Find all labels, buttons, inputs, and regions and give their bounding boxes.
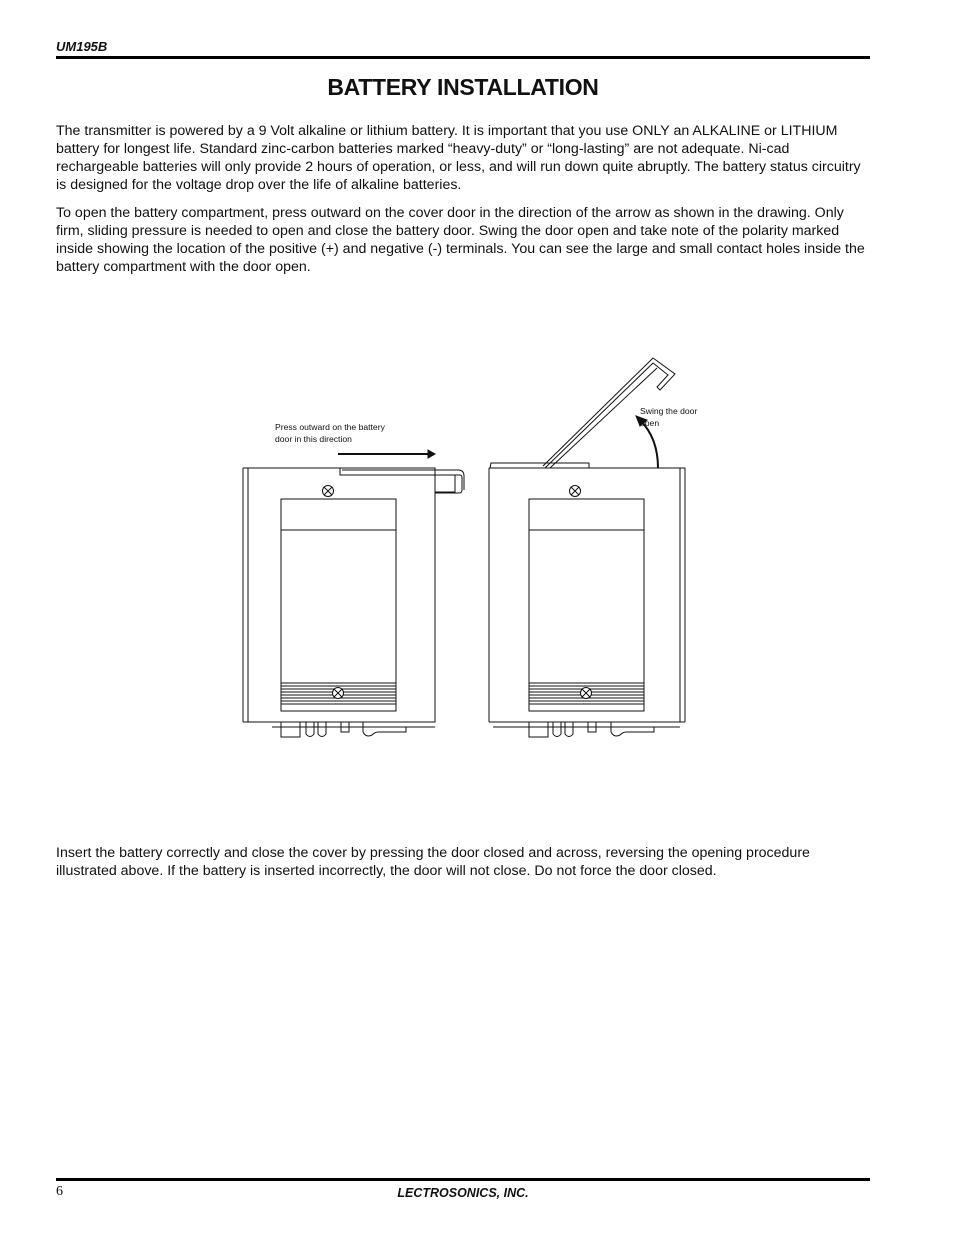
header-rule [56,56,870,59]
transmitter-closed-door [243,468,464,737]
doc-code: UM195B [56,39,108,54]
page-number: 6 [56,1184,63,1199]
battery-door-drawing [230,350,700,750]
page-title: BATTERY INSTALLATION [327,74,599,100]
paragraph-insert-battery: Insert the battery correctly and close the cover by pressing the door closed and across, reversing the opening procedure illustrated above. If the battery is inserted incorrectly, the door will not close. Do not force the door closed. [56,845,810,879]
battery-door-figure [230,350,700,750]
footer-rule [56,1178,870,1181]
paragraph-battery-type: The transmitter is powered by a 9 Volt alkaline or lithium battery. It is important that you use ONLY an ALKALINE or LITHIUM battery for longest life. Standard zinc-carbon batteries marked “heavy-duty” or “long-lasting” are not adequate. Ni-cad rechargeable batteries will only provide 2 hours of operation, or less, and will run down quite abruptly. The battery status circuitry is designed for the voltage drop over the life of alkaline batteries. [56,123,861,193]
swing-door-label: Swing the door open [640,406,698,428]
company-name: LECTROSONICS, INC. [397,1186,529,1200]
paragraph-open-compartment: To open the battery compartment, press outward on the cover door in the direction of the arrow as shown in the drawing. Only firm, sliding pressure is needed to open and close the battery door. Swing the door open and take note of the polarity marked inside showing the location of the positive (+) and negative (-) terminals. You can see the large and small contact holes inside the battery compartment with the door open. [56,205,865,275]
press-outward-label: Press outward on the battery door in this direction [275,422,385,444]
